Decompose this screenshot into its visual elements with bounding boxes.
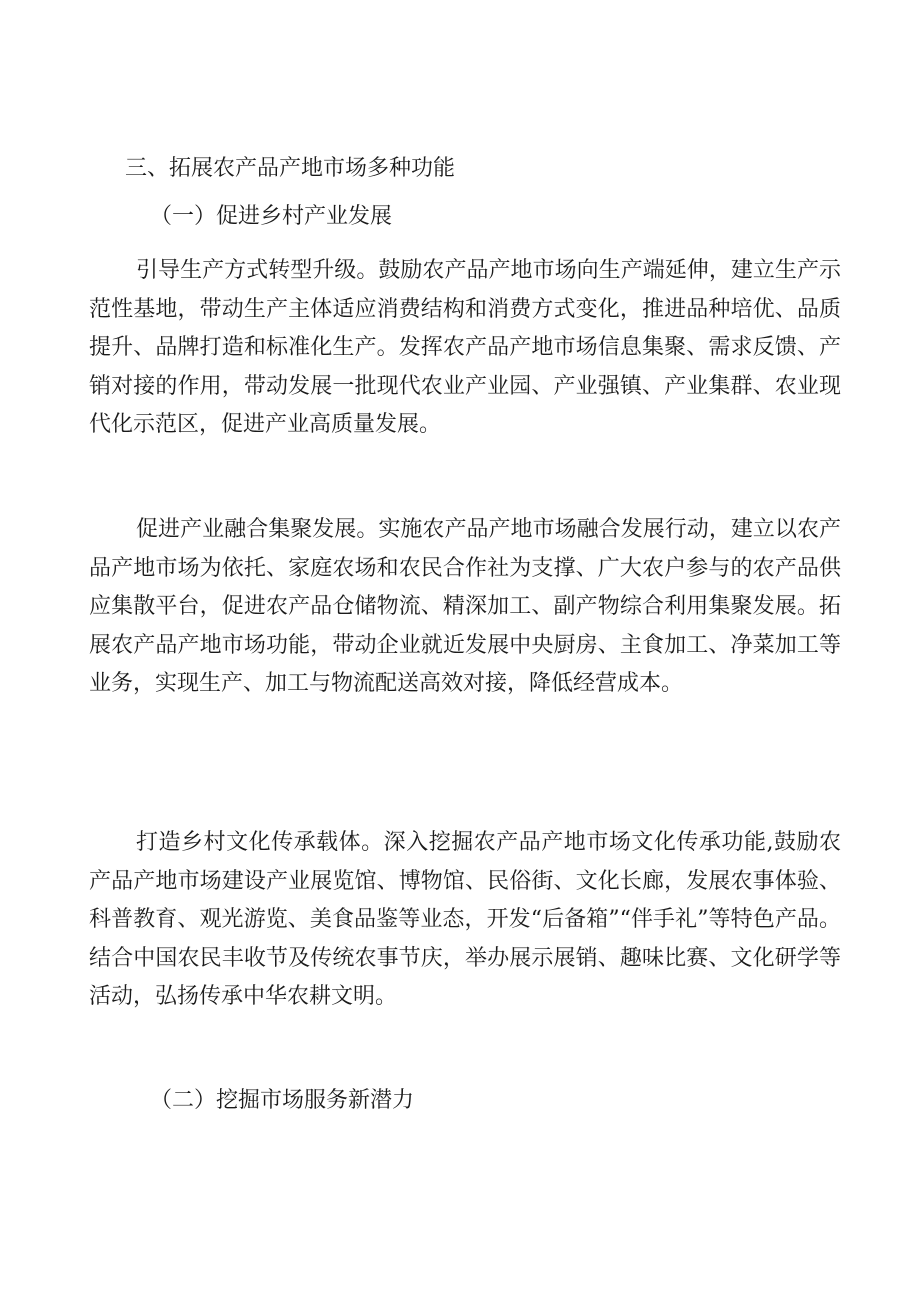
paragraph-3: 打造乡村文化传承载体。深入挖掘农产品产地市场文化传承功能,鼓励农产品产地市场建设产业展览馆、博物馆、民俗街、文化长廊，发展农事体验、科普教育、观光游览、美食品鉴等业态，开发“后备箱”“伴手礼”等特色产品。结合中国农民丰收节及传统农事节庆，举办展示展销、趣味比赛、文化研学等活动，弘扬传承中华农耕文明。 xyxy=(89,830,841,1010)
paragraph-2: 促进产业融合集聚发展。实施农产品产地市场融合发展行动，建立以农产品产地市场为依托、家庭农场和农民合作社为支撑、广大农户参与的农产品供应集散平台，促进农产品仓储物流、精深加工、副产物综合利用集聚发展。拓展农产品产地市场功能，带动企业就近发展中央厨房、主食加工、净菜加工等业务，实现生产、加工与物流配送高效对接，降低经营成本。 xyxy=(89,517,841,697)
section-heading: 三、拓展农产品产地市场多种功能 xyxy=(125,156,456,181)
paragraph-1: 引导生产方式转型升级。鼓励农产品产地市场向生产端延伸，建立生产示范性基地，带动生产主体适应消费结构和消费方式变化，推进品种培优、品质提升、品牌打造和标准化生产。发挥农产品产地市场信息集聚、需求反馈、产销对接的作用，带动发展一批现代农业产业园、产业强镇、产业集群、农业现代化示范区，促进产业高质量发展。 xyxy=(89,258,841,438)
subsection-heading-1: （一）促进乡村产业发展 xyxy=(150,204,393,229)
subsection-heading-2: （二）挖掘市场服务新潜力 xyxy=(150,1088,415,1113)
